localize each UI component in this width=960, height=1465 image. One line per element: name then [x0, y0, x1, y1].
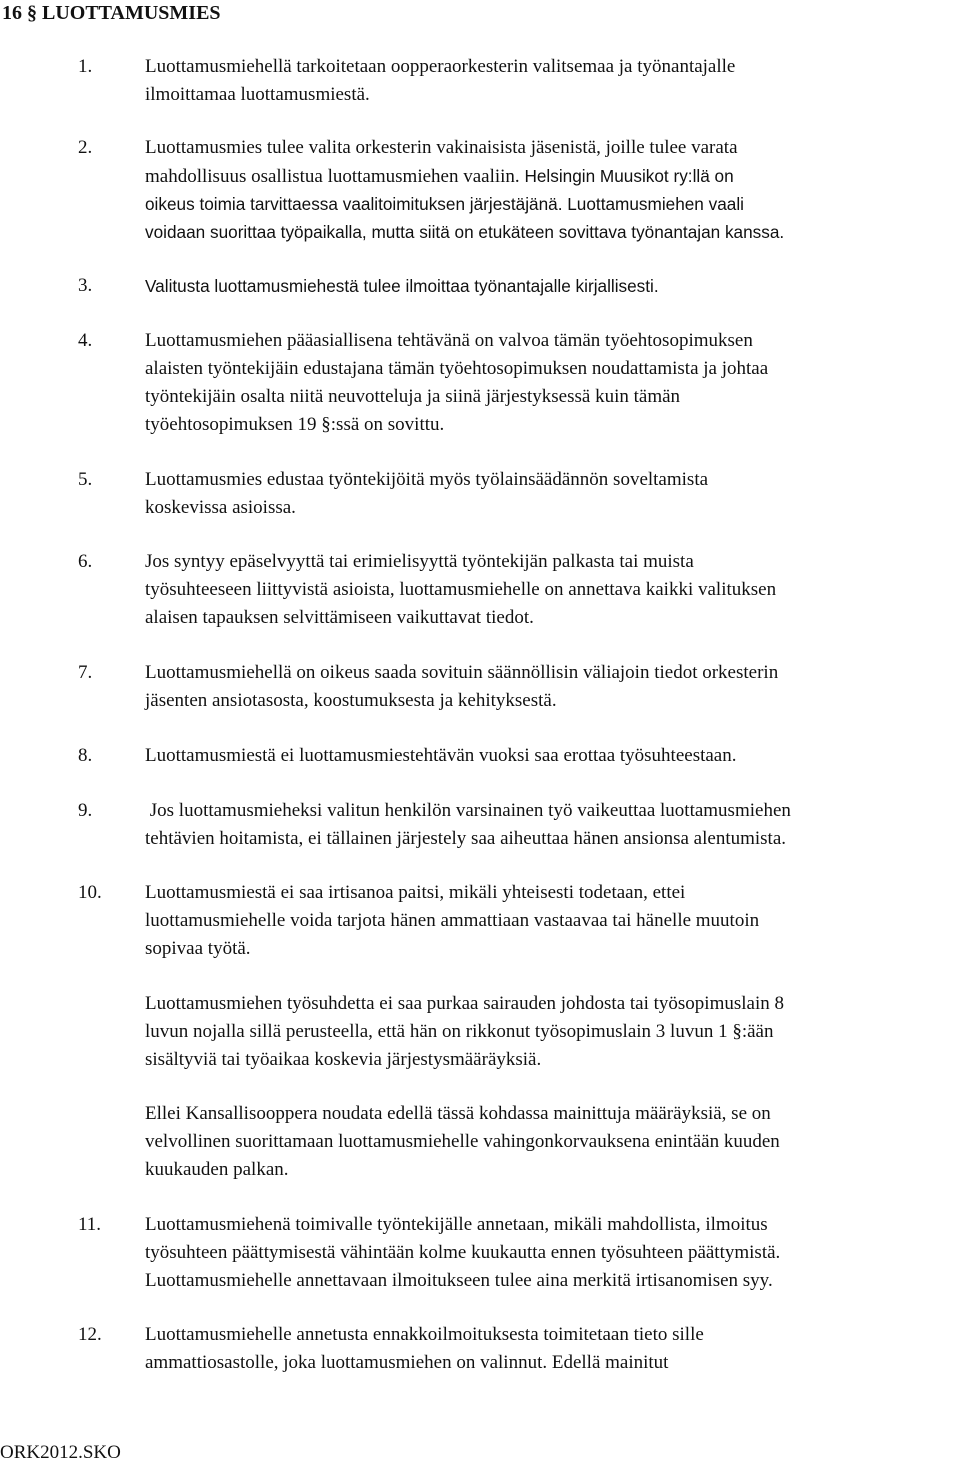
text-line: Luottamusmiehellä on oikeus saada sovituin säännöllisin väliajoin tiedot orkesterin	[145, 662, 779, 683]
text-line	[145, 190, 960, 218]
text-line: Luottamusmiehellä tarkoitetaan oopperaorkesterin valitsemaa ja työnantajalle	[145, 56, 736, 77]
text-line: tehtävien hoitamista, ei tällainen järjestely saa aiheuttaa hänen ansionsa alentumista.	[145, 828, 787, 849]
item-text	[145, 466, 960, 522]
text-line: luottamusmiehelle voida tarjota hänen ammattiaan vastaavaa tai hänelle muutoin	[145, 910, 760, 931]
item-number: 6.	[78, 551, 93, 572]
item-number: 1.	[78, 56, 93, 77]
text-line: Luottamusmies tulee valita orkesterin vakinaisista jäsenistä, joille tulee varata	[145, 137, 738, 158]
text-line: Luottamusmies edustaa työntekijöitä myös työlainsäädännön soveltamista	[145, 469, 709, 490]
item-text	[145, 659, 960, 715]
item-text	[145, 1321, 960, 1377]
item-text	[145, 272, 960, 300]
text-line: ammattiosastolle, joka luottamusmiehen on valinnut. Edellä mainitut	[145, 1352, 669, 1373]
item-text	[145, 327, 960, 439]
text-line: voidaan suorittaa työpaikalla, mutta siitä on etukäteen sovittava työnantajan kanssa.	[145, 222, 785, 242]
text-line: Jos luottamusmieheksi valitun henkilön varsinainen työ vaikeuttaa luottamusmiehen	[145, 800, 791, 821]
item-number: 9.	[78, 800, 93, 821]
text-line: työehtosopimuksen 19 §:ssä on sovittu.	[145, 414, 445, 435]
text-line: kuukauden palkan.	[145, 1159, 289, 1180]
text-segment-sans: oikeus toimia tarvittaessa vaalitoimituksen järjestäjänä.	[145, 194, 563, 214]
text-line: Luottamusmiehen työsuhdetta ei saa purkaa sairauden johdosta tai työsopimuslain 8	[145, 993, 784, 1014]
item-text	[145, 1100, 960, 1184]
text-line: Ellei Kansallisooppera noudata edellä tässä kohdassa mainittuja määräyksiä, se on	[145, 1103, 771, 1124]
text-line: Jos syntyy epäselvyyttä tai erimielisyyttä työntekijän palkasta tai muista	[145, 551, 694, 572]
text-line: luvun nojalla sillä perusteella, että hän on rikkonut työsopimuslain 3 luvun 1 §:ään	[145, 1021, 774, 1042]
section-heading: 16 § LUOTTAMUSMIES	[2, 2, 221, 24]
item-text	[145, 879, 960, 963]
text-line: Valitusta luottamusmiehestä tulee ilmoittaa työnantajalle kirjallisesti.	[145, 276, 659, 296]
text-line: Luottamusmiehen pääasiallisena tehtävänä on valvoa tämän työehtosopimuksen	[145, 330, 753, 351]
footer-filename: ORK2012.SKO	[0, 1442, 121, 1463]
text-segment: mahdollisuus osallistua luottamusmiehen vaaliin.	[145, 166, 520, 187]
text-line: jäsenten ansiotasosta, koostumuksesta ja kehityksestä.	[145, 690, 557, 711]
item-text	[145, 742, 960, 770]
item-number: 10.	[78, 882, 102, 903]
item-text	[145, 1211, 960, 1295]
text-line: työsuhteeseen liittyvistä asioista, luottamusmiehelle on annettava kaikki valituksen	[145, 579, 777, 600]
item-number: 4.	[78, 330, 93, 351]
item-text	[145, 134, 960, 246]
text-line: sisältyviä tai työaikaa koskevia järjestysmääräyksiä.	[145, 1049, 542, 1070]
item-number: 12.	[78, 1324, 102, 1345]
text-segment-sans: Luottamusmiehen vaali	[562, 194, 744, 214]
text-line: alaisten työntekijäin edustajana tämän työehtosopimuksen noudattamista ja johtaa	[145, 358, 769, 379]
item-text	[145, 797, 960, 853]
text-line: velvollinen suorittamaan luottamusmiehelle vahingonkorvauksena enintään kuuden	[145, 1131, 780, 1152]
text-line: ilmoittamaa luottamusmiestä.	[145, 84, 370, 105]
text-line: Luottamusmiehelle annetusta ennakkoilmoituksesta toimitetaan tieto sille	[145, 1324, 704, 1345]
text-line: Luottamusmiehenä toimivalle työntekijälle annetaan, mikäli mahdollista, ilmoitus	[145, 1214, 768, 1235]
text-line: Luottamusmiestä ei luottamusmiestehtävän vuoksi saa erottaa työsuhteestaan.	[145, 745, 737, 766]
item-text	[145, 990, 960, 1074]
item-text	[145, 53, 960, 109]
item-number: 5.	[78, 469, 93, 490]
text-line: Luottamusmiestä ei saa irtisanoa paitsi, mikäli yhteisesti todetaan, ettei	[145, 882, 686, 903]
text-segment-sans: Helsingin Muusikot ry:llä on	[519, 166, 734, 186]
item-text	[145, 548, 960, 632]
text-line	[145, 162, 960, 190]
item-number: 2.	[78, 137, 93, 158]
item-number: 8.	[78, 745, 93, 766]
text-line: koskevissa asioissa.	[145, 497, 296, 518]
text-line: Luottamusmiehelle annettavaan ilmoitukseen tulee aina merkitä irtisanomisen syy.	[145, 1270, 773, 1291]
item-number: 7.	[78, 662, 93, 683]
text-line: työntekijäin osalta niitä neuvotteluja ja siinä järjestyksessä kuin tämän	[145, 386, 681, 407]
item-number: 3.	[78, 275, 93, 296]
text-line: sopivaa työtä.	[145, 938, 251, 959]
text-line: alaisen tapauksen selvittämiseen vaikuttavat tiedot.	[145, 607, 534, 628]
text-line: työsuhteen päättymisestä vähintään kolme kuukautta ennen työsuhteen päättymistä.	[145, 1242, 781, 1263]
item-number: 11.	[78, 1214, 102, 1235]
